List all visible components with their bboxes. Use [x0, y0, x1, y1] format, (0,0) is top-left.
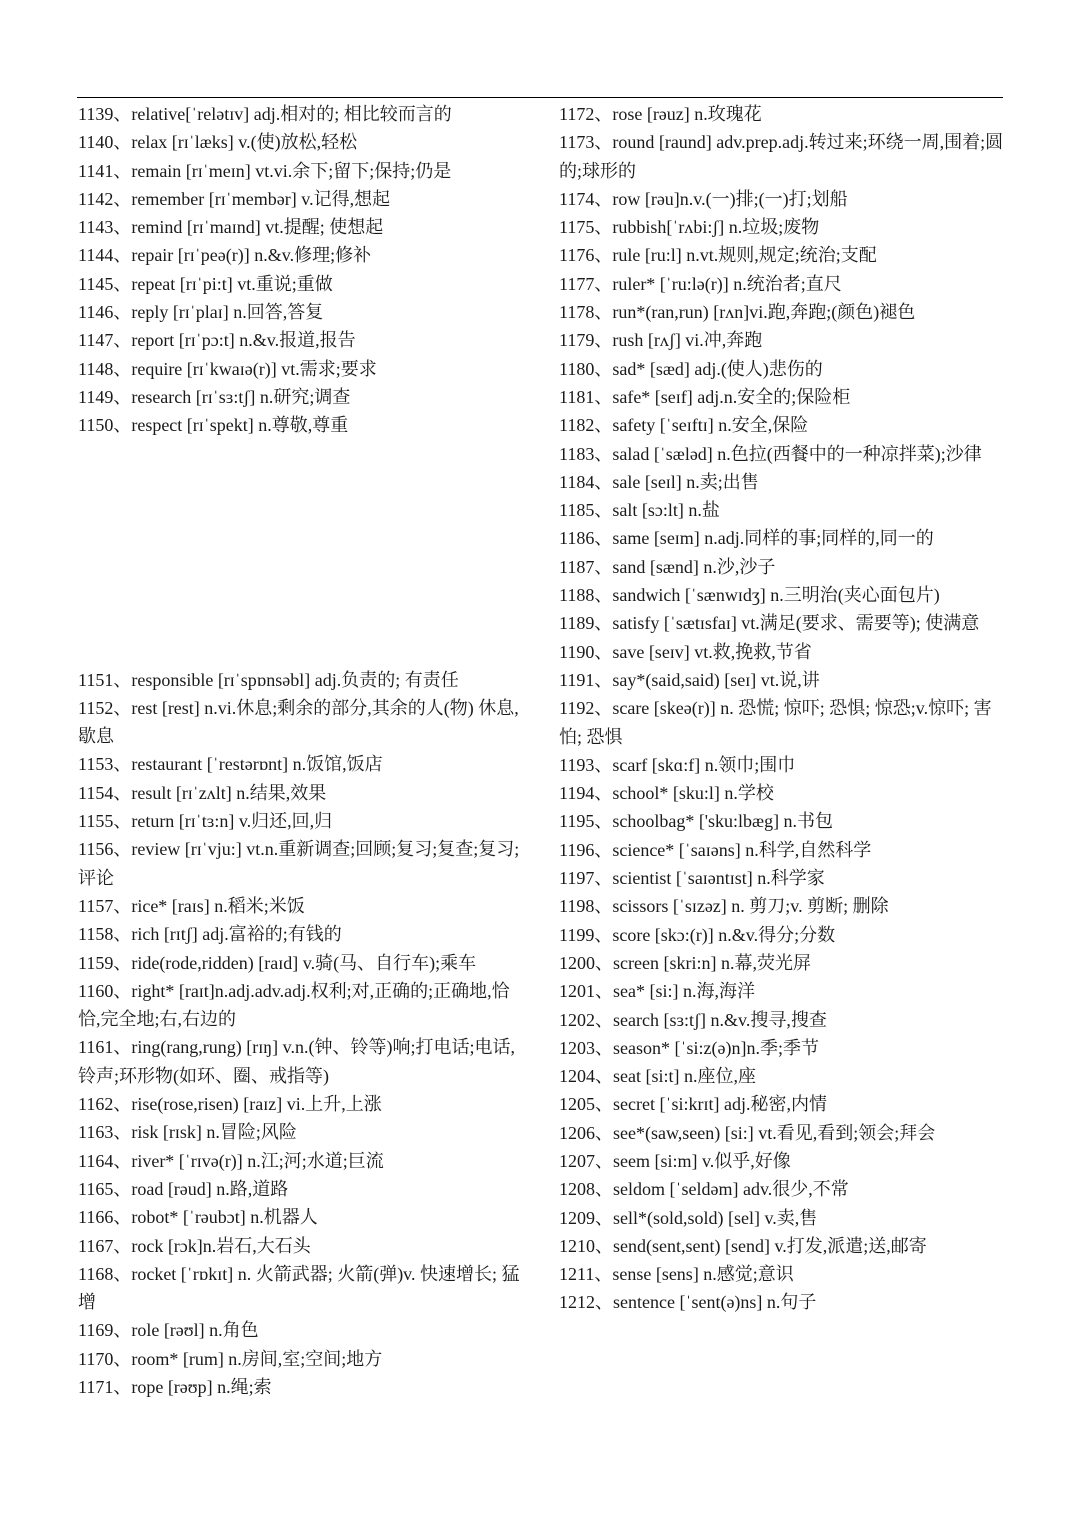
vocab-entry: 1190、save [seɪv] vt.救,挽救,节省: [559, 641, 812, 662]
vocab-entry: 1165、road [rəud] n.路,道路: [78, 1178, 289, 1199]
vocab-entry: 1206、see*(saw,seen) [si:] vt.看见,看到;领会;拜会: [559, 1122, 936, 1143]
vocab-entry: 1172、rose [rəuz] n.玫瑰花: [559, 104, 762, 124]
vocab-entry: 1159、ride(rode,ridden) [raɪd] v.骑(马、自行车);乘车: [78, 952, 477, 973]
header-rule: [77, 97, 1003, 98]
vocab-entry: 1188、sandwich [ˈsænwɪdʒ] n.三明治(夹心面包片): [559, 585, 940, 606]
vocab-entry: 1212、sentence [ˈsent(ə)ns] n.句子: [559, 1292, 817, 1313]
vocab-entry: 1180、sad* [sæd] adj.(使人)悲伤的: [559, 358, 823, 379]
vocab-entry: 1185、salt [sɔ:lt] n.盐: [559, 500, 720, 521]
vocab-entry: 1145、repeat [rɪˈpi:t] vt.重说;重做: [78, 273, 333, 294]
vocab-entry: 1149、research [rɪˈsɜ:tʃ] n.研究;调查: [78, 386, 351, 407]
vocab-entry: 1166、robot* [ˈrəubɔt] n.机器人: [78, 1207, 318, 1228]
vocab-entry: 1164、river* [ˈrɪvə(r)] n.江;河;水道;巨流: [78, 1150, 384, 1171]
vocab-entry: 1154、result [rɪˈzʌlt] n.结果,效果: [78, 782, 327, 803]
vocab-entry: 1189、satisfy [ˈsætɪsfaɪ] vt.满足(要求、需要等); 使满意: [559, 613, 980, 634]
vocab-entry: 1173、round [raund] adv.prep.adj.转过来;环绕一周,围着;圆的;球形的: [559, 132, 1004, 181]
vocab-entry: 1192、scare [skeə(r)] n. 恐慌; 惊吓; 恐惧; 惊恐;v.惊吓; 害怕; 恐惧: [559, 698, 992, 747]
vocab-entry: 1201、sea* [si:] n.海,海洋: [559, 981, 755, 1002]
vocab-entry: 1170、room* [rum] n.房间,室;空间;地方: [78, 1348, 383, 1369]
vocab-entry: 1175、rubbish[ˈrʌbi:ʃ] n.垃圾;废物: [559, 217, 820, 238]
vocab-entry: 1171、rope [rəʊp] n.绳;索: [78, 1376, 272, 1397]
vocab-entry: 1178、run*(ran,run) [rʌn]vi.跑,奔跑;(颜色)褪色: [559, 302, 916, 323]
vocab-entry: 1202、search [sɜ:tʃ] n.&v.搜寻,搜查: [559, 1009, 827, 1030]
vocab-entry: 1140、relax [rɪˈlæks] v.(使)放松,轻松: [78, 132, 358, 153]
vocab-entry: 1195、schoolbag* ['sku:lbæg] n.书包: [559, 811, 834, 832]
vocab-entry: 1193、scarf [skɑ:f] n.领巾;围巾: [559, 754, 796, 775]
vocab-entry: 1162、rise(rose,risen) [raɪz] vi.上升,上涨: [78, 1094, 382, 1115]
vocab-entry: 1157、rice* [raɪs] n.稻米;米饭: [78, 895, 305, 916]
vocab-entry: 1182、safety [ˈseɪftɪ] n.安全,保险: [559, 415, 809, 436]
vocab-entry: 1187、sand [sænd] n.沙,沙子: [559, 556, 776, 577]
vocab-entry: 1150、respect [rɪˈspekt] n.尊敬,尊重: [78, 415, 349, 436]
vocab-entry: 1208、seldom [ˈseldəm] adv.很少,不常: [559, 1179, 849, 1200]
vocab-entry: 1144、repair [rɪˈpeə(r)] n.&v.修理;修补: [78, 245, 372, 266]
vocab-entry: 1152、rest [rest] n.vi.休息;剩余的部分,其余的人(物) 休息,歇息: [78, 697, 519, 747]
vocab-entry: 1205、secret [ˈsi:krɪt] adj.秘密,内情: [559, 1094, 827, 1115]
vocab-entry: 1168、rocket [ˈrɒkɪt] n. 火箭武器; 火箭(弹)v. 快速增长; 猛增: [78, 1263, 520, 1313]
vocab-entry: 1156、review [rɪˈvju:] vt.n.重新调查;回顾;复习;复查;复习;评论: [78, 839, 520, 888]
vocab-entry: 1181、safe* [seɪf] adj.n.安全的;保险柜: [559, 386, 851, 407]
vocab-entry: 1167、rock [rɔk]n.岩石,大石头: [78, 1235, 311, 1256]
vocab-entry: 1155、return [rɪˈtɜ:n] v.归还,回,归: [78, 811, 333, 832]
vocab-entry: 1158、rich [rɪtʃ] adj.富裕的;有钱的: [78, 924, 342, 945]
vocab-entry: 1161、ring(rang,rung) [rɪŋ] v.n.(钟、铃等)响;打电话;电话,铃声;环形物(如环、圈、戒指等): [78, 1037, 515, 1086]
right-column-group: [559, 100, 1005, 1317]
vocab-entry: 1191、say*(said,said) [seɪ] vt.说,讲: [559, 669, 820, 690]
vocab-entry: 1211、sense [sens] n.感觉;意识: [559, 1264, 794, 1285]
vocab-entry: 1186、same [seɪm] n.adj.同样的事;同样的,同一的: [559, 528, 934, 549]
vocab-entry: 1207、seem [si:m] v.似乎,好像: [559, 1150, 791, 1171]
vocab-entry: 1184、sale [seɪl] n.卖;出售: [559, 471, 759, 492]
vocab-entry: 1141、remain [rɪˈmeɪn] vt.vi.余下;留下;保持;仍是: [78, 160, 452, 181]
vocab-entry: 1169、role [rəʊl] n.角色: [78, 1320, 259, 1341]
vocab-entry: 1142、remember [rɪˈmembər] v.记得,想起: [78, 188, 391, 209]
vocab-entry: 1204、seat [si:t] n.座位,座: [559, 1066, 756, 1087]
vocab-entry: 1200、screen [skri:n] n.幕,荧光屏: [559, 952, 811, 973]
vocab-entry: 1197、scientist [ˈsaɪəntɪst] n.科学家: [559, 868, 825, 889]
vocab-entry: 1209、sell*(sold,sold) [sel] v.卖,售: [559, 1207, 818, 1228]
vocab-entry: 1143、remind [rɪˈmaɪnd] vt.提醒; 使想起: [78, 217, 384, 238]
vocab-entry: 1151、responsible [rɪˈspɒnsəbl] adj.负责的; 有责任: [78, 669, 459, 690]
vocab-entry: 1146、reply [rɪˈplaɪ] n.回答,答复: [78, 302, 324, 323]
left-column: [78, 100, 524, 1401]
vocab-entry: 1148、require [rɪˈkwaɪə(r)] vt.需求;要求: [78, 358, 377, 379]
vocab-entry: 1179、rush [rʌʃ] vi.冲,奔跑: [559, 330, 763, 351]
vocab-entry: 1153、restaurant [ˈrestərɒnt] n.饭馆,饭店: [78, 754, 383, 775]
vocab-entry: 1194、school* [sku:l] n.学校: [559, 783, 774, 804]
vocab-entry: 1199、score [skɔ:(r)] n.&v.得分;分数: [559, 924, 836, 945]
left-column-group-a: [78, 100, 524, 440]
right-column: [559, 100, 1005, 1317]
column-gap: [78, 440, 524, 666]
vocab-entry: 1177、ruler* [ˈru:lə(r)] n.统治者;直尺: [559, 273, 842, 294]
vocab-entry: 1210、send(sent,sent) [send] v.打发,派遣;送,邮寄: [559, 1235, 927, 1256]
vocab-entry: 1174、row [rəu]n.v.(一)排;(一)打;划船: [559, 188, 848, 209]
vocab-entry: 1196、science* [ˈsaɪəns] n.科学,自然科学: [559, 839, 872, 860]
vocab-entry: 1176、rule [ru:l] n.vt.规则,规定;统治;支配: [559, 245, 877, 266]
left-column-group-b: [78, 666, 524, 1402]
vocab-entry: 1147、report [rɪˈpɔ:t] n.&v.报道,报告: [78, 330, 356, 351]
vocab-entry: 1139、relative[ˈrelətɪv] adj.相对的; 相比较而言的: [78, 104, 452, 124]
vocab-entry: 1203、season* [ˈsi:z(ə)n]n.季;季节: [559, 1037, 819, 1058]
vocab-entry: 1198、scissors [ˈsɪzəz] n. 剪刀;v. 剪断; 删除: [559, 896, 889, 917]
vocab-entry: 1160、right* [raɪt]n.adj.adv.adj.权利;对,正确的;正确地,恰恰,完全地;右,右边的: [78, 980, 510, 1030]
vocab-entry: 1183、salad [ˈsæləd] n.色拉(西餐中的一种凉拌菜);沙律: [559, 443, 982, 464]
vocab-entry: 1163、risk [rɪsk] n.冒险;风险: [78, 1122, 297, 1143]
